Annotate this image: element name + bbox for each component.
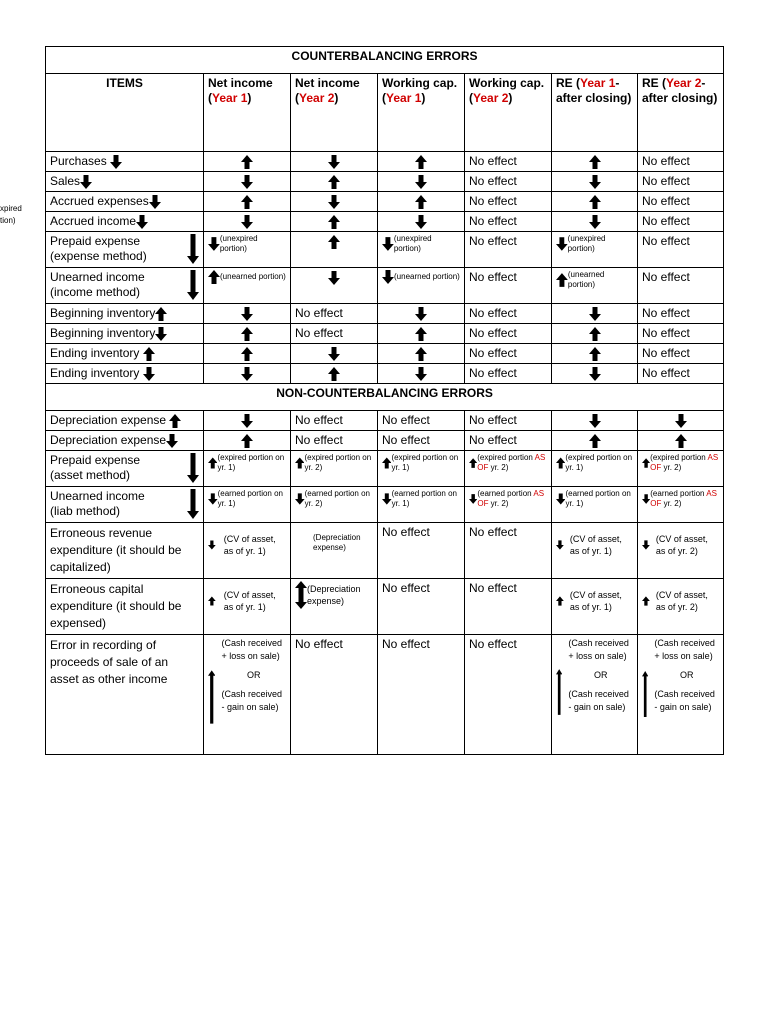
arrow-down-icon [208,237,220,251]
arrow-down-icon [241,367,253,381]
item-label: Depreciation expense [50,433,167,447]
arrow-down-icon [675,414,687,428]
item-label: Beginning inventory [50,306,156,320]
no-effect-text: No effect [378,431,465,451]
arrow-down-icon [295,492,305,506]
arrow-down-icon [415,367,427,381]
table-row [46,324,724,344]
arrow-down-icon [187,489,199,519]
table-row [46,172,724,192]
arrow-up-icon [328,175,340,189]
arrow-down-icon [295,595,307,609]
arrow-down-icon [382,237,394,251]
arrow-up-icon [208,456,217,470]
arrow-up-icon [241,434,253,448]
arrow-down-icon [328,271,340,285]
no-effect-text: No effect [465,212,552,232]
no-effect-text: No effect [465,324,552,344]
table-row: Unearned income (liab method) (earned portion on yr. 1) (earned portion on yr. 2) (earned portion on yr. 1) (earned portion AS OF yr. 2) (earned portion on yr. 1) (earned portion AS OF yr. 2) [46,487,724,523]
item-label: Error in recording of proceeds of sale of an asset as other income [46,635,204,755]
arrow-up-icon [589,155,601,169]
arrow-up-icon [208,270,220,284]
arrow-down-icon [642,492,650,506]
arrow-down-icon [382,492,392,506]
arrow-down-icon [149,195,161,209]
item-label: Accrued income [50,214,137,228]
arrow-down-icon [187,234,199,264]
arrow-down-icon [589,215,601,229]
errors-table [45,46,724,755]
item-label: Erroneous capital expenditure (it should be expensed) [46,579,204,635]
arrow-up-icon [241,195,253,209]
arrow-up-icon [143,347,155,361]
arrow-down-icon [589,175,601,189]
arrow-down-icon [415,215,427,229]
table-row [46,192,724,212]
arrow-down-icon [143,367,155,381]
item-label: Prepaid expense (asset method) [50,453,141,482]
no-effect-text: No effect [291,324,378,344]
no-effect-text: No effect [465,232,552,268]
table-row: Unearned income (income method) (unearned portion) (unearned portion) No effect (unearned portion) No effect [46,268,724,304]
no-effect-text: No effect [638,152,724,172]
no-effect-text: No effect [291,431,378,451]
item-label: Beginning inventory [50,326,156,340]
no-effect-text: No effect [638,324,724,344]
arrow-down-icon [556,538,564,552]
arrow-up-icon [415,347,427,361]
arrow-up-icon [589,434,601,448]
no-effect-text: No effect [378,523,465,579]
no-effect-text: No effect [378,579,465,635]
table-row [46,212,724,232]
arrow-up-icon [169,414,181,428]
no-effect-text: No effect [638,192,724,212]
tall-arrow-up-icon [642,651,648,737]
table-row: Prepaid expense (asset method) (expired portion on yr. 1) (expired portion on yr. 2) (expired portion on yr. 1) (expired portion AS OF yr. 2) (expired portion on yr. 1) (expired portion AS OF yr. 2) [46,451,724,487]
no-effect-text: No effect [638,212,724,232]
table-row: Prepaid expense (expense method) (unexpired portion) (unexpired portion) No effect (unexpired portion) No effect [46,232,724,268]
item-label: Erroneous revenue expenditure (it should be capitalized) [46,523,204,579]
arrow-down-icon [589,367,601,381]
arrow-up-icon [295,581,307,595]
header-ni-year2: Net income (Year 2) [291,74,378,152]
table-row: Erroneous revenue expenditure (it should be capitalized) (CV of asset, as of yr. 1) (Depreciation expense) No effect No effect (CV of asset, as of yr. 1) (CV of asset, as of yr. 2) [46,523,724,579]
arrow-up-icon [556,273,568,287]
arrow-down-icon [328,347,340,361]
no-effect-text: No effect [638,364,724,384]
arrow-up-icon [556,456,565,470]
arrow-down-icon [556,492,565,506]
header-wc-year1: Working cap. (Year 1) [378,74,465,152]
arrow-up-icon [469,456,477,470]
item-label: Depreciation expense [50,413,167,427]
arrow-down-icon [328,155,340,169]
arrow-up-icon [642,594,650,608]
arrow-down-icon [382,270,394,284]
arrow-up-icon [208,594,216,608]
table-row [46,411,724,431]
arrow-up-icon [382,456,391,470]
arrow-down-icon [208,538,216,552]
table-row: Erroneous capital expenditure (it should be expensed) (CV of asset, as of yr. 1) (Depreciation expense) No effect No effect (CV of asset, as of yr. 1) (CV of asset, as of yr. 2) [46,579,724,635]
no-effect-text: No effect [465,344,552,364]
arrow-down-icon [187,270,199,300]
header-ni-year1: Net income (Year 1) [204,74,291,152]
tall-arrow-up-icon [556,649,562,735]
arrow-up-icon [589,195,601,209]
no-effect-text: No effect [465,635,552,755]
arrow-down-icon [241,414,253,428]
arrow-down-icon [642,538,650,552]
item-label: Ending inventory [50,366,140,380]
arrow-down-icon [110,155,122,169]
arrow-down-icon [80,175,92,189]
no-effect-text: No effect [638,268,724,304]
arrow-up-icon [589,347,601,361]
arrow-up-icon [642,456,650,470]
arrow-down-icon [556,237,568,251]
no-effect-text: No effect [465,192,552,212]
arrow-up-icon [328,367,340,381]
item-label: Prepaid expense (expense method) [50,234,147,263]
no-effect-text: No effect [465,268,552,304]
arrow-down-icon [241,215,253,229]
arrow-up-icon [415,327,427,341]
arrow-up-icon [328,235,340,249]
arrow-up-icon [675,434,687,448]
header-row [46,74,724,152]
item-label: Sales [50,174,81,188]
item-label: Unearned income (liab method) [50,489,145,518]
no-effect-text: No effect [638,172,724,192]
no-effect-text: No effect [465,152,552,172]
table-row [46,344,724,364]
cropped-text-fragment: xpired tion) [0,204,22,225]
arrow-up-icon [415,155,427,169]
non-counterbalancing-title: NON-COUNTERBALANCING ERRORS [46,384,724,411]
no-effect-text: No effect [465,304,552,324]
item-label: Accrued expenses [50,194,149,208]
item-label: Ending inventory [50,346,140,360]
arrow-up-icon [295,456,304,470]
arrow-up-icon [241,327,253,341]
no-effect-text: No effect [291,411,378,431]
arrow-up-icon [328,215,340,229]
header-re-year1: RE (Year 1- after closing) [552,74,638,152]
no-effect-text: No effect [638,344,724,364]
no-effect-text: No effect [465,579,552,635]
arrow-down-icon [155,327,167,341]
item-label: Unearned income (income method) [50,270,145,299]
table-row [46,304,724,324]
arrow-up-icon [556,594,564,608]
arrow-up-icon [415,195,427,209]
table-row [46,152,724,172]
no-effect-text: No effect [638,304,724,324]
no-effect-text: No effect [465,431,552,451]
header-re-year2: RE (Year 2- after closing) [638,74,724,152]
tall-arrow-up-icon [208,647,215,747]
arrow-down-icon [589,307,601,321]
arrow-down-icon [469,492,477,506]
no-effect-text: No effect [378,411,465,431]
header-items: ITEMS [46,74,204,152]
table-row [46,431,724,451]
table-row: Error in recording of proceeds of sale of an asset as other income (Cash received + loss on sale) OR (Cash received - gain on sale) No effect No effect No effect (Cash received + loss on sale) OR (Cash received - gain on sale) (Cash received + loss on sale) OR (Cash received - gain on sale) [46,635,724,755]
no-effect-text: No effect [638,232,724,268]
header-wc-year2: Working cap. (Year 2) [465,74,552,152]
no-effect-text: No effect [465,364,552,384]
no-effect-text: No effect [291,304,378,324]
counterbalancing-title: COUNTERBALANCING ERRORS [46,47,724,74]
no-effect-text: No effect [465,411,552,431]
item-label: Purchases [50,154,107,168]
table-row [46,364,724,384]
arrow-down-icon [415,307,427,321]
arrow-up-icon [241,347,253,361]
arrow-down-icon [187,453,199,483]
no-effect-text: No effect [465,172,552,192]
arrow-down-icon [241,175,253,189]
arrow-down-icon [589,414,601,428]
arrow-down-icon [166,434,178,448]
arrow-down-icon [415,175,427,189]
arrow-up-icon [589,327,601,341]
arrow-down-icon [328,195,340,209]
no-effect-text: No effect [291,635,378,755]
no-effect-text: No effect [465,523,552,579]
arrow-up-icon [241,155,253,169]
no-effect-text: No effect [378,635,465,755]
arrow-down-icon [241,307,253,321]
arrow-down-icon [208,492,218,506]
arrow-down-icon [136,215,148,229]
arrow-up-icon [155,307,167,321]
